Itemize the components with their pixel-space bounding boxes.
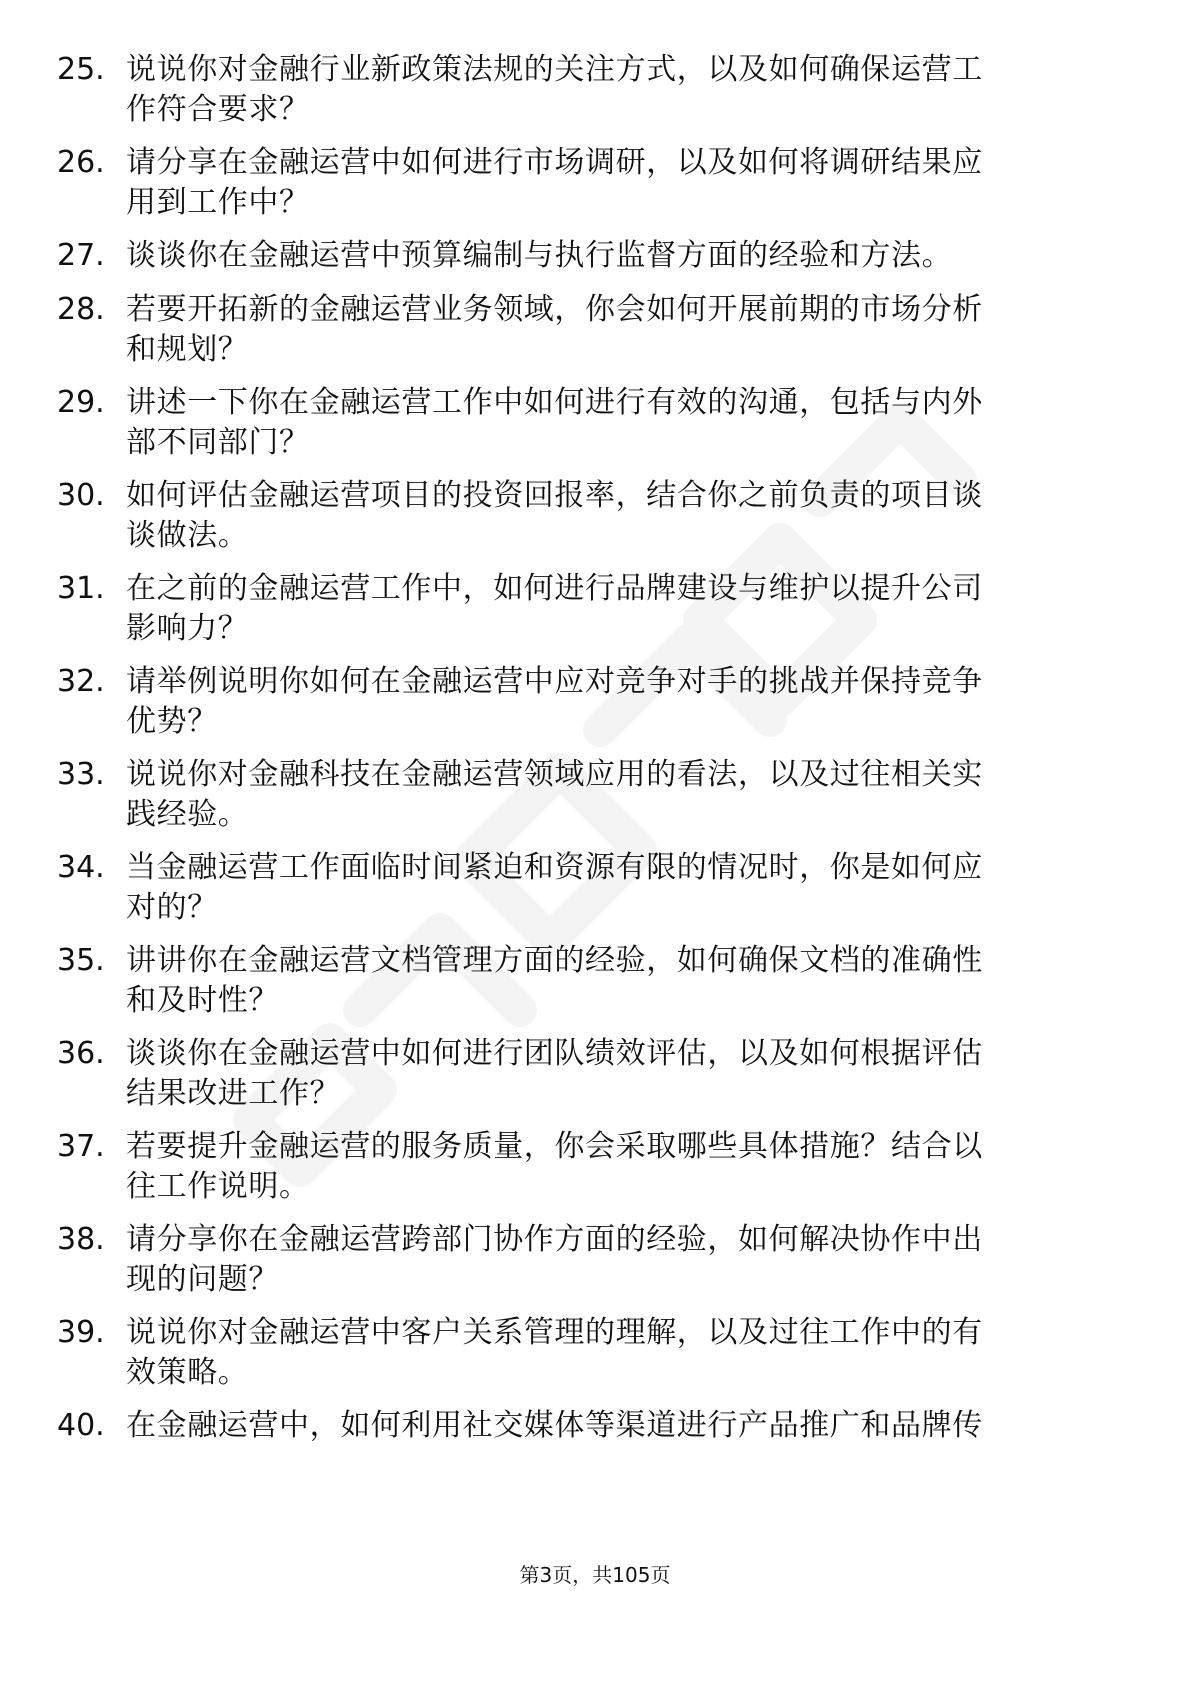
question-text <box>126 662 1116 742</box>
question-text-line: 谈谈你在金融运营中如何进行团队绩效评估，以及如何根据评估 <box>126 1036 983 1071</box>
question-text-line: 讲讲你在金融运营文档管理方面的经验，如何确保文档的准确性 <box>126 943 983 978</box>
question-text-line: 影响力？ <box>126 611 249 646</box>
question-number: 29. <box>57 385 105 420</box>
question-number: 31. <box>57 571 105 606</box>
question-text-line: 现的问题？ <box>126 1262 279 1297</box>
question-text-line: 若要提升金融运营的服务质量，你会采取哪些具体措施？结合以 <box>126 1129 983 1164</box>
question-number: 30. <box>57 478 105 513</box>
question-text-line: 对的？ <box>126 890 218 925</box>
question-text-line: 谈谈你在金融运营中预算编制与执行监督方面的经验和方法。 <box>126 238 953 273</box>
question-number: 25. <box>57 52 105 87</box>
question-text <box>126 50 1116 130</box>
question-number: 26. <box>57 145 105 180</box>
question-text-line: 请举例说明你如何在金融运营中应对竞争对手的挑战并保持竞争 <box>126 664 983 699</box>
question-text <box>126 1313 1116 1393</box>
question-text <box>126 1034 1116 1114</box>
question-text-line: 用到工作中？ <box>126 185 310 220</box>
question-text-line: 践经验。 <box>126 797 249 832</box>
question-text-line: 往工作说明。 <box>126 1169 310 1204</box>
question-number: 36. <box>57 1036 105 1071</box>
question-text-line: 如何评估金融运营项目的投资回报率，结合你之前负责的项目谈 <box>126 478 983 513</box>
question-text-line: 谈做法。 <box>126 518 249 553</box>
question-text <box>126 569 1116 649</box>
question-text-line: 结果改进工作？ <box>126 1076 341 1111</box>
question-number: 38. <box>57 1222 105 1257</box>
question-text <box>126 1220 1116 1300</box>
question-number: 33. <box>57 757 105 792</box>
question-text <box>126 1406 1116 1446</box>
question-text-line: 效策略。 <box>126 1355 249 1390</box>
question-number: 27. <box>57 238 105 273</box>
question-text-line: 说说你对金融行业新政策法规的关注方式，以及如何确保运营工 <box>126 52 983 87</box>
question-text-line: 若要开拓新的金融运营业务领域，你会如何开展前期的市场分析 <box>126 292 983 327</box>
question-text-line: 部不同部门？ <box>126 425 310 460</box>
question-text <box>126 143 1116 223</box>
question-number: 34. <box>57 850 105 885</box>
question-text-line: 当金融运营工作面临时间紧迫和资源有限的情况时，你是如何应 <box>126 850 983 885</box>
question-text-line: 讲述一下你在金融运营工作中如何进行有效的沟通，包括与内外 <box>126 385 983 420</box>
question-text-line: 和及时性？ <box>126 983 279 1018</box>
question-text-line: 和规划？ <box>126 332 249 367</box>
question-text-line: 请分享你在金融运营跨部门协作方面的经验，如何解决协作中出 <box>126 1222 983 1257</box>
question-text-line: 在金融运营中，如何利用社交媒体等渠道进行产品推广和品牌传 <box>126 1408 983 1443</box>
question-text-line: 说说你对金融科技在金融运营领域应用的看法，以及过往相关实 <box>126 757 983 792</box>
question-text <box>126 290 1116 370</box>
question-number: 35. <box>57 943 105 978</box>
question-number: 40. <box>57 1408 105 1443</box>
question-text-line: 在之前的金融运营工作中，如何进行品牌建设与维护以提升公司 <box>126 571 983 606</box>
question-text-line: 作符合要求？ <box>126 92 310 127</box>
question-text <box>126 383 1116 463</box>
page-number-footer: 第3页，共105页 <box>519 1563 671 1587</box>
question-number: 37. <box>57 1129 105 1164</box>
question-text-line: 说说你对金融运营中客户关系管理的理解，以及过往工作中的有 <box>126 1315 983 1350</box>
question-number: 39. <box>57 1315 105 1350</box>
question-number: 32. <box>57 664 105 699</box>
question-text <box>126 941 1116 1021</box>
question-text <box>126 848 1116 928</box>
question-text-line: 优势？ <box>126 704 218 739</box>
question-text <box>126 1127 1116 1207</box>
question-text <box>126 236 1116 276</box>
question-text <box>126 755 1116 835</box>
question-text <box>126 476 1116 556</box>
question-text-line: 请分享在金融运营中如何进行市场调研，以及如何将调研结果应 <box>126 145 983 180</box>
question-number: 28. <box>57 292 105 327</box>
